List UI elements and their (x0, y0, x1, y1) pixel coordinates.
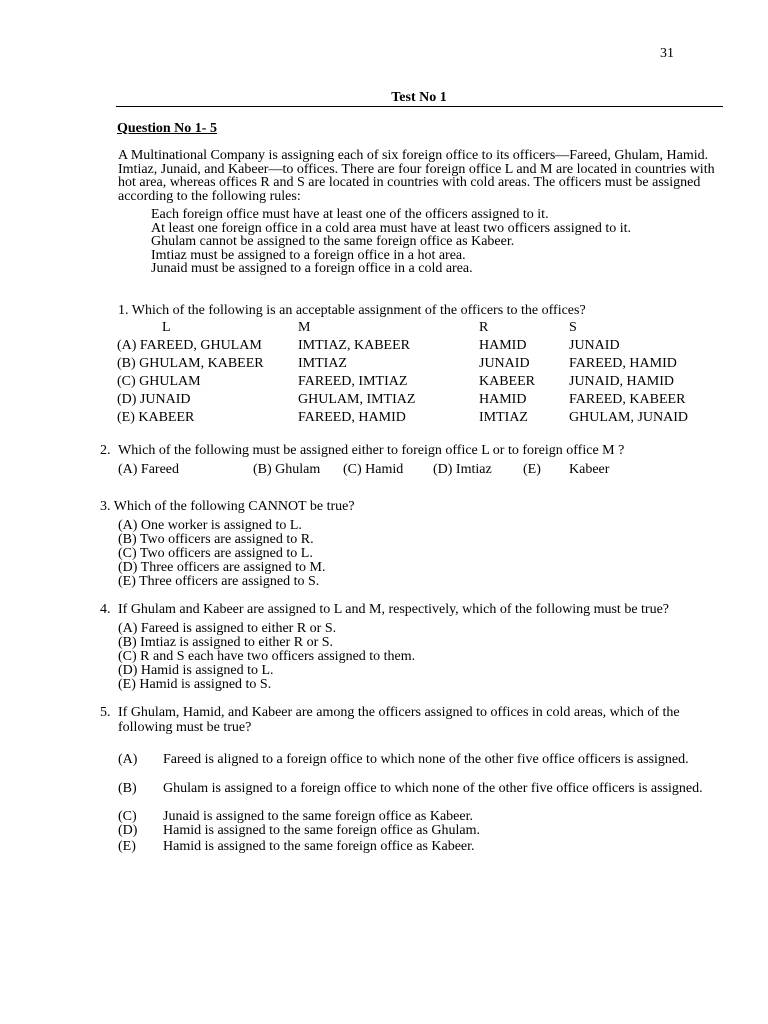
table-cell: FAREED, KABEER (569, 392, 686, 407)
q4-options (118, 622, 415, 692)
table-cell: JUNAID (569, 338, 620, 353)
q5-option-text: Junaid is assigned to the same foreign office as Kabeer. (163, 809, 473, 824)
question-heading: Question No 1- 5 (117, 121, 217, 136)
q2-option: (D) Imtiaz (433, 462, 492, 477)
table-cell: GHULAM, JUNAID (569, 410, 688, 425)
q4-number: 4. (100, 602, 111, 617)
q5-number: 5. (100, 705, 111, 720)
table-cell: (A) FAREED, GHULAM (117, 338, 262, 353)
q2-option: (B) Ghulam (253, 462, 321, 477)
q3-option: (B) Two officers are assigned to R. (118, 532, 314, 547)
table-cell: (E) KABEER (117, 410, 195, 425)
table-header-r: R (479, 320, 489, 335)
q5-option-letter: (D) (118, 823, 138, 838)
rule-item: Junaid must be assigned to a foreign office in a cold area. (151, 261, 473, 276)
title-divider (116, 106, 723, 107)
q3-option: (A) One worker is assigned to L. (118, 518, 302, 533)
table-cell: HAMID (479, 392, 527, 407)
q5-option-text: Fareed is aligned to a foreign office to which none of the other five office officers is assigned. (163, 752, 689, 767)
q5-text-line2: following must be true? (118, 720, 252, 735)
q5-option-text: Hamid is assigned to the same foreign office as Ghulam. (163, 823, 480, 838)
table-cell: GHULAM, IMTIAZ (298, 392, 416, 407)
table-cell: (C) GHULAM (117, 374, 201, 389)
q5-option-letter: (C) (118, 809, 137, 824)
table-cell: FAREED, HAMID (298, 410, 406, 425)
q2-option: Kabeer (569, 462, 610, 477)
table-header-m: M (298, 320, 311, 335)
q3-option: (D) Three officers are assigned to M. (118, 560, 326, 575)
q5-option-text: Hamid is assigned to the same foreign office as Kabeer. (163, 839, 475, 854)
q2-number: 2. (100, 443, 111, 458)
intro-paragraph (118, 149, 728, 203)
rule-item: At least one foreign office in a cold area must have at least two officers assigned to it. (151, 220, 631, 236)
table-cell: JUNAID, HAMID (569, 374, 674, 389)
q4-option: (D) Hamid is assigned to L. (118, 663, 274, 678)
q3-text: 3. Which of the following CANNOT be true? (100, 499, 355, 514)
table-cell: FAREED, HAMID (569, 356, 677, 371)
q5-text-line1: If Ghulam, Hamid, and Kabeer are among the officers assigned to offices in cold areas, which of the (118, 705, 680, 720)
q2-option: (E) (523, 462, 541, 477)
rule-item: Ghulam cannot be assigned to the same foreign office as Kabeer. (151, 234, 515, 249)
table-cell: FAREED, IMTIAZ (298, 374, 408, 389)
rule-item: Imtiaz must be assigned to a foreign office in a hot area. (151, 247, 466, 263)
q4-text: If Ghulam and Kabeer are assigned to L and M, respectively, which of the following must be true? (118, 602, 670, 617)
q3-options (118, 519, 325, 589)
q2-option: (C) Hamid (343, 462, 404, 477)
q5-option-text: Ghulam is assigned to a foreign office to which none of the other five office officers is assigned. (163, 781, 703, 796)
table-cell: (D) JUNAID (117, 392, 191, 407)
table-header-s: S (569, 320, 577, 335)
q5-option-letter: (E) (118, 839, 136, 854)
table-cell: HAMID (479, 338, 527, 353)
q2-text: Which of the following must be assigned either to foreign office L or to foreign office M ? (118, 443, 625, 458)
q3-option: (C) Two officers are assigned to L. (118, 546, 313, 561)
rule-item: Each foreign office must have at least one of the officers assigned to it. (151, 207, 549, 222)
q4-option: (E) Hamid is assigned to S. (118, 677, 272, 692)
q3-option: (E) Three officers are assigned to S. (118, 574, 320, 589)
q5-option-letter: (B) (118, 781, 137, 796)
test-title: Test No 1 (391, 90, 447, 105)
q4-option: (A) Fareed is assigned to either R or S. (118, 621, 337, 636)
table-cell: IMTIAZ, KABEER (298, 338, 410, 353)
q5-option-letter: (A) (118, 752, 138, 767)
table-header-l: L (162, 320, 171, 335)
q1-text: 1. Which of the following is an acceptable assignment of the officers to the offices? (118, 303, 586, 318)
page-number: 31 (660, 46, 674, 61)
table-cell: KABEER (479, 374, 535, 389)
table-cell: (B) GHULAM, KABEER (117, 356, 264, 371)
table-cell: IMTIAZ (479, 410, 528, 425)
q2-option: (A) Fareed (118, 462, 180, 477)
q4-option: (C) R and S each have two officers assigned to them. (118, 649, 416, 664)
table-cell: IMTIAZ (298, 356, 347, 371)
q4-option: (B) Imtiaz is assigned to either R or S. (118, 635, 334, 650)
table-cell: JUNAID (479, 356, 530, 371)
intro-text: A Multinational Company is assigning each of six foreign office to its officers—Fareed, Ghulam, Hamid. Imtiaz, Junaid, and Kabeer—to offices. There are four foreign office L and M are located in countries with hot area, whereas offices R and S are located in countries with cold areas. The officers must be assigned according to the following rules: (118, 148, 715, 204)
rules-list (151, 208, 631, 276)
